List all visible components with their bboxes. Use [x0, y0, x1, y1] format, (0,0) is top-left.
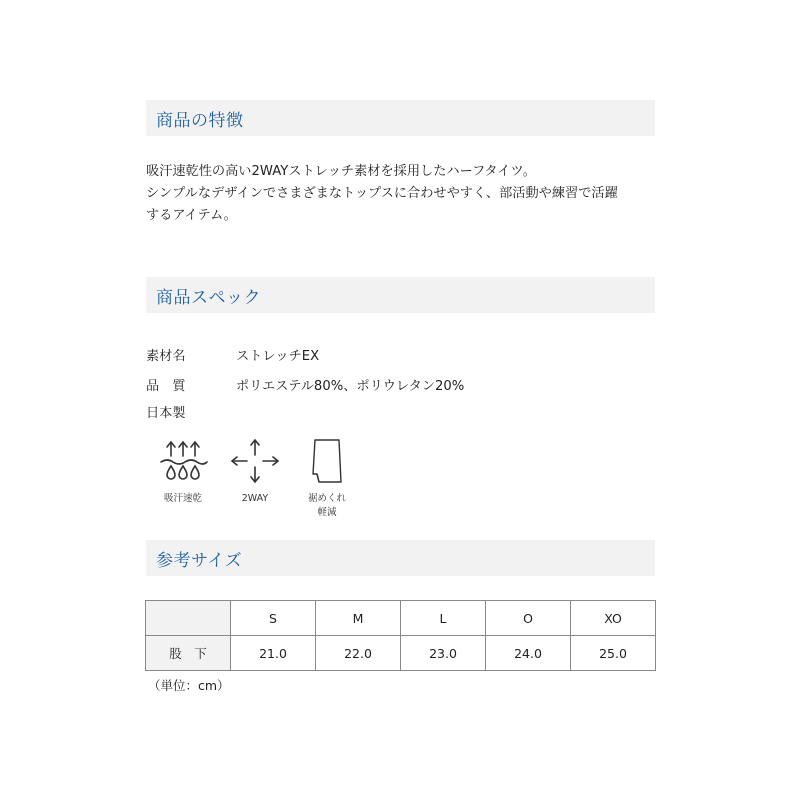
- size-column-header: XO: [571, 601, 656, 636]
- spec-row-material: [146, 345, 319, 364]
- quick-dry-icon: [157, 436, 209, 486]
- two-way-caption: 2WAY: [241, 493, 269, 504]
- features-line: シンプルなデザインでさまざまなトップスに合わせやすく、部活動や練習で活躍: [146, 186, 618, 201]
- hem-roll-caption-line: 軽減: [317, 507, 337, 518]
- size-cell: 23.0: [401, 636, 486, 671]
- hem-roll-icon: [301, 436, 353, 486]
- hem-roll-caption: [292, 492, 362, 520]
- size-inseam-row: [146, 636, 656, 671]
- size-unit-note: （単位：cm）: [148, 678, 230, 693]
- feature-quick-dry: [148, 436, 218, 506]
- sizes-section-header: [146, 540, 655, 576]
- spec-value: ポリエステル80%、ポリウレタン20%: [236, 379, 465, 394]
- size-row-label: 股 下: [146, 636, 231, 671]
- size-column-header: M: [316, 601, 401, 636]
- size-cell: 22.0: [316, 636, 401, 671]
- specs-heading: 商品スペック: [156, 288, 261, 308]
- size-header-row: [146, 601, 656, 636]
- feature-2way: [220, 436, 290, 506]
- features-line: するアイテム。: [146, 208, 237, 223]
- spec-row-quality: [146, 375, 464, 394]
- hem-roll-caption-line: 裾めくれ: [307, 493, 346, 504]
- size-column-header: S: [231, 601, 316, 636]
- spec-origin: 日本製: [146, 406, 186, 421]
- specs-section-header: [146, 277, 655, 313]
- size-corner-cell: [146, 601, 231, 636]
- spec-value: ストレッチEX: [236, 349, 320, 364]
- size-column-header: L: [401, 601, 486, 636]
- size-table: [145, 600, 656, 671]
- size-cell: 24.0: [486, 636, 571, 671]
- spec-label: 素材名: [146, 349, 186, 364]
- sizes-heading: 参考サイズ: [156, 551, 243, 571]
- two-way-stretch-icon: [229, 436, 281, 486]
- features-description: [146, 161, 618, 227]
- quick-dry-caption: 吸汗速乾: [163, 493, 202, 504]
- size-column-header: O: [486, 601, 571, 636]
- size-cell: 21.0: [231, 636, 316, 671]
- features-section-header: [146, 100, 655, 136]
- feature-hem-roll: [292, 436, 362, 520]
- features-heading: 商品の特徴: [156, 111, 244, 131]
- size-cell: 25.0: [571, 636, 656, 671]
- spec-label: 品 質: [146, 379, 186, 394]
- features-line: 吸汗速乾性の高い2WAYストレッチ素材を採用したハーフタイツ。: [146, 164, 536, 179]
